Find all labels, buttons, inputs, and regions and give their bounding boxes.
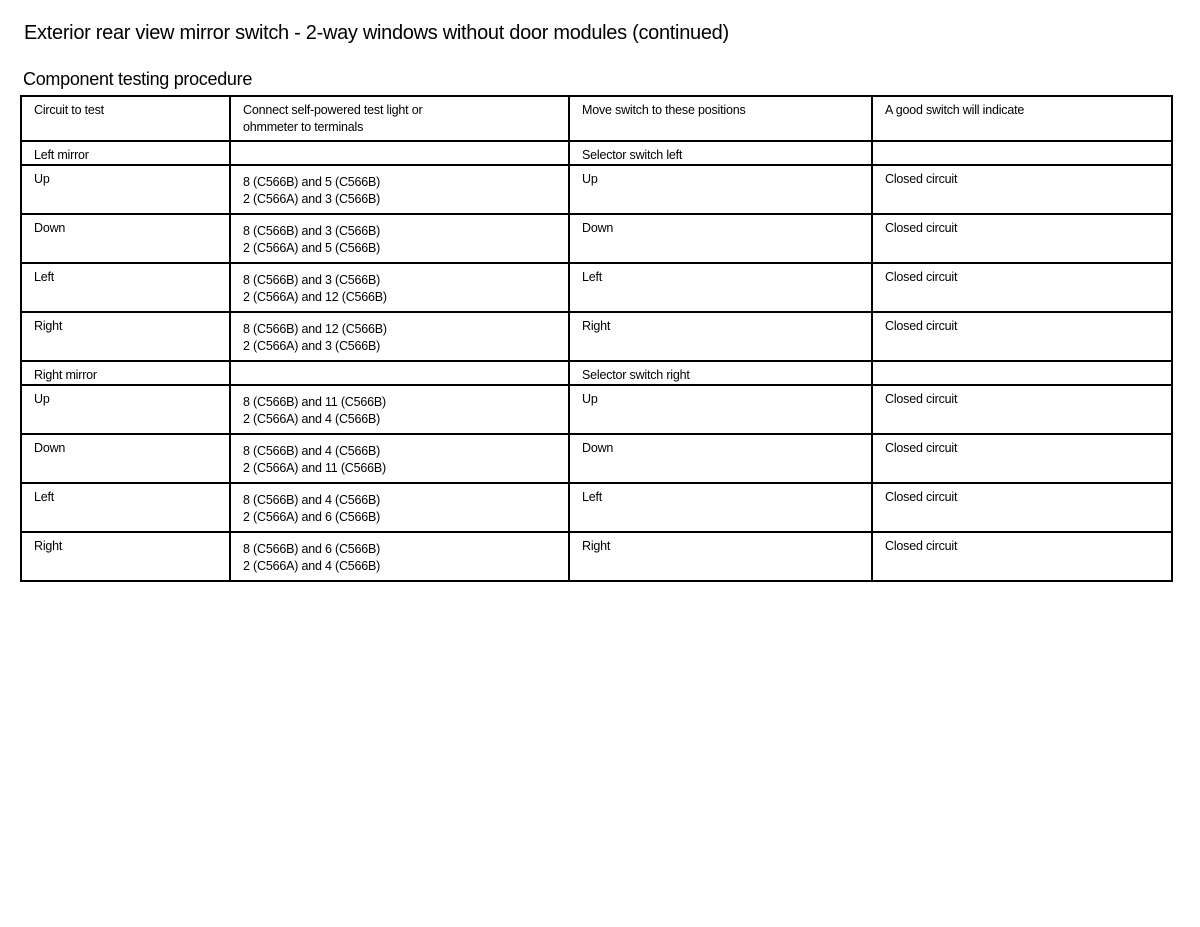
group-selector: Selector switch left — [569, 141, 872, 165]
position-cell: Down — [569, 214, 872, 263]
circuit-cell: Left — [21, 483, 230, 532]
terminals-cell: 8 (C566B) and 12 (C566B) 2 (C566A) and 3 (C566B) — [230, 312, 569, 361]
circuit-cell: Right — [21, 312, 230, 361]
result-cell: Closed circuit — [872, 483, 1172, 532]
result-cell: Closed circuit — [872, 532, 1172, 581]
section-title: Component testing procedure — [23, 69, 253, 89]
table-row — [21, 165, 1172, 214]
document-title: Exterior rear view mirror switch - 2-way windows without door modules (continued) — [24, 22, 729, 44]
header-good-switch-indicates: A good switch will indicate — [872, 96, 1172, 141]
table-row — [21, 434, 1172, 483]
table-row — [21, 532, 1172, 581]
circuit-cell: Up — [21, 165, 230, 214]
result-cell: Closed circuit — [872, 434, 1172, 483]
position-cell: Right — [569, 532, 872, 581]
table-row — [21, 263, 1172, 312]
table-header-row — [21, 96, 1172, 141]
group-result-empty — [872, 141, 1172, 165]
group-row-right-mirror — [21, 361, 1172, 385]
circuit-cell: Down — [21, 214, 230, 263]
position-cell: Up — [569, 385, 872, 434]
circuit-cell: Right — [21, 532, 230, 581]
group-result-empty — [872, 361, 1172, 385]
position-cell: Left — [569, 263, 872, 312]
group-label: Right mirror — [21, 361, 230, 385]
group-terminals-empty — [230, 141, 569, 165]
table-row — [21, 483, 1172, 532]
result-cell: Closed circuit — [872, 165, 1172, 214]
header-connect-terminals: Connect self-powered test light or ohmmeter to terminals — [230, 96, 569, 141]
group-label: Left mirror — [21, 141, 230, 165]
position-cell: Right — [569, 312, 872, 361]
table-row — [21, 214, 1172, 263]
result-cell: Closed circuit — [872, 263, 1172, 312]
circuit-cell: Up — [21, 385, 230, 434]
terminals-cell: 8 (C566B) and 5 (C566B) 2 (C566A) and 3 (C566B) — [230, 165, 569, 214]
table-row — [21, 385, 1172, 434]
position-cell: Left — [569, 483, 872, 532]
group-selector: Selector switch right — [569, 361, 872, 385]
result-cell: Closed circuit — [872, 312, 1172, 361]
header-switch-positions: Move switch to these positions — [569, 96, 872, 141]
terminals-cell: 8 (C566B) and 3 (C566B) 2 (C566A) and 12 (C566B) — [230, 263, 569, 312]
position-cell: Down — [569, 434, 872, 483]
result-cell: Closed circuit — [872, 214, 1172, 263]
position-cell: Up — [569, 165, 872, 214]
terminals-cell: 8 (C566B) and 4 (C566B) 2 (C566A) and 6 (C566B) — [230, 483, 569, 532]
result-cell: Closed circuit — [872, 385, 1172, 434]
circuit-cell: Down — [21, 434, 230, 483]
table-row — [21, 312, 1172, 361]
component-testing-table — [20, 95, 1173, 582]
terminals-cell: 8 (C566B) and 4 (C566B) 2 (C566A) and 11 (C566B) — [230, 434, 569, 483]
group-terminals-empty — [230, 361, 569, 385]
group-row-left-mirror — [21, 141, 1172, 165]
terminals-cell: 8 (C566B) and 6 (C566B) 2 (C566A) and 4 (C566B) — [230, 532, 569, 581]
terminals-cell: 8 (C566B) and 11 (C566B) 2 (C566A) and 4 (C566B) — [230, 385, 569, 434]
header-circuit-to-test: Circuit to test — [21, 96, 230, 141]
terminals-cell: 8 (C566B) and 3 (C566B) 2 (C566A) and 5 (C566B) — [230, 214, 569, 263]
circuit-cell: Left — [21, 263, 230, 312]
